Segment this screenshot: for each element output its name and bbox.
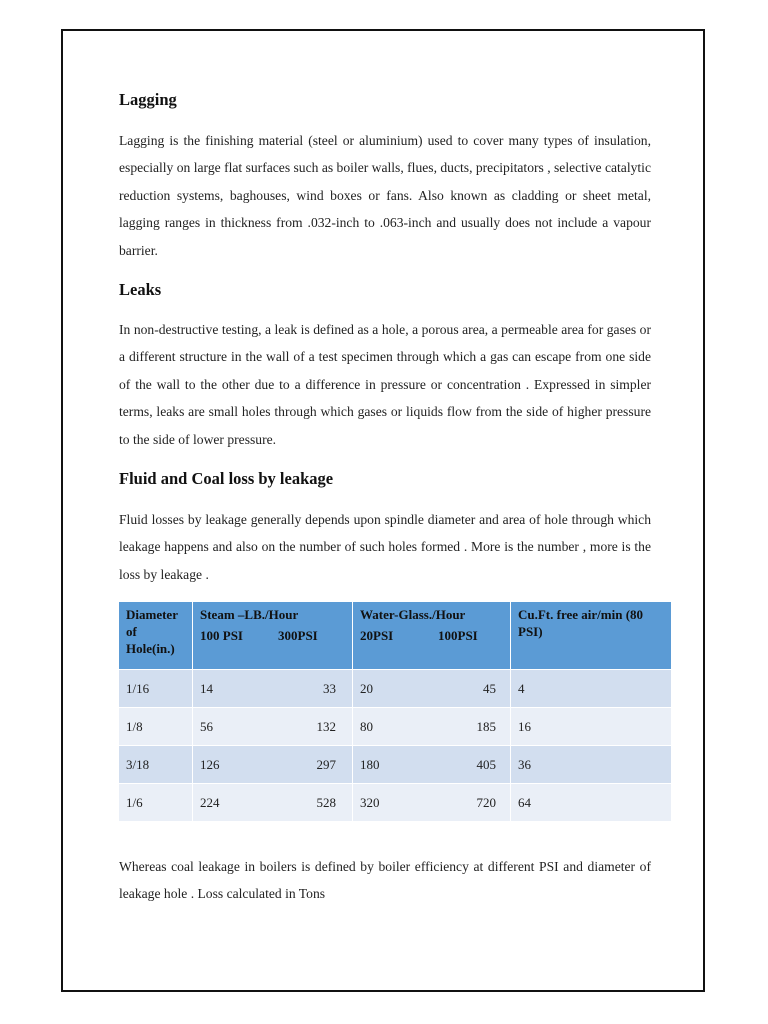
header-water-20psi: 20PSI [360, 628, 394, 643]
cell-steam-100: 224 [200, 794, 220, 810]
header-steam-label: Steam –LB./Hour [200, 607, 299, 622]
cell-water [353, 669, 511, 707]
heading-leaks: Leaks [119, 280, 162, 299]
cell-water [353, 707, 511, 745]
header-diameter-label: Diameter of Hole(in.) [126, 607, 178, 656]
header-air-label: Cu.Ft. free air/min (80 PSI) [518, 607, 644, 639]
cell-diameter: 1/8 [119, 707, 193, 745]
cell-water-20: 20 [360, 680, 373, 696]
cell-steam-300: 33 [323, 680, 336, 696]
table-row [119, 783, 671, 821]
table-row [119, 669, 671, 707]
cell-diameter: 1/16 [119, 669, 193, 707]
header-water [353, 602, 511, 669]
cell-air: 64 [511, 783, 671, 821]
cell-steam [193, 783, 353, 821]
cell-water [353, 745, 511, 783]
cell-steam [193, 745, 353, 783]
cell-steam-100: 126 [200, 756, 220, 772]
header-diameter [119, 602, 193, 669]
cell-water-100: 185 [476, 718, 496, 734]
heading-fluid-coal-loss: Fluid and Coal loss by leakage [119, 469, 334, 488]
cell-water-100: 45 [483, 680, 496, 696]
table-row [119, 707, 671, 745]
paragraph-fluid-loss: Fluid losses by leakage generally depends upon spindle diameter and area of hole through which leakage happens and also on the number of such holes formed . More is the number , more is the loss by leakage . [119, 512, 651, 582]
paragraph-leaks: In non-destructive testing, a leak is defined as a hole, a porous area, a permeable area for gases or a different structure in the wall of a test specimen through which a gas can escape from one side of the wall to the other due to a difference in pressure or concentration . Expressed in simpler terms, leaks are small holes through which gases or liquids flow from the side of higher pressure to the side of lower pressure. [119, 322, 651, 447]
cell-water [353, 783, 511, 821]
header-water-label: Water-Glass./Hour [360, 607, 466, 622]
header-steam [193, 602, 353, 669]
header-steam-300psi: 300PSI [278, 628, 318, 643]
cell-air: 16 [511, 707, 671, 745]
paragraph-coal-leakage: Whereas coal leakage in boilers is defined by boiler efficiency at different PSI and diameter of leakage hole . Loss calculated in Tons [119, 859, 651, 902]
cell-steam [193, 669, 353, 707]
header-water-100psi: 100PSI [438, 628, 478, 643]
cell-steam-300: 528 [316, 794, 336, 810]
cell-water-20: 80 [360, 718, 373, 734]
heading-lagging: Lagging [119, 90, 177, 109]
cell-steam-100: 56 [200, 718, 213, 734]
cell-water-20: 320 [360, 794, 380, 810]
cell-diameter: 3/18 [119, 745, 193, 783]
paragraph-lagging: Lagging is the finishing material (steel or aluminium) used to cover many types of insulation, especially on large flat surfaces such as boiler walls, flues, ducts, precipitators , selective catalytic reduction systems, baghouses, wind boxes or fans. Also known as cladding or sheet metal, lagging ranges in thickness from .032-inch to .063-inch and usually does not include a vapour barrier. [119, 133, 651, 258]
cell-water-20: 180 [360, 756, 380, 772]
header-steam-100psi: 100 PSI [200, 628, 243, 643]
cell-water-100: 405 [476, 756, 496, 772]
cell-steam [193, 707, 353, 745]
cell-steam-300: 297 [316, 756, 336, 772]
cell-air: 4 [511, 669, 671, 707]
cell-steam-100: 14 [200, 680, 213, 696]
document-page [61, 29, 705, 992]
cell-diameter: 1/6 [119, 783, 193, 821]
table-header-row [119, 602, 671, 669]
header-air [511, 602, 671, 669]
leakage-table [119, 602, 671, 821]
cell-air: 36 [511, 745, 671, 783]
cell-water-100: 720 [476, 794, 496, 810]
table-row [119, 745, 671, 783]
cell-steam-300: 132 [316, 718, 336, 734]
